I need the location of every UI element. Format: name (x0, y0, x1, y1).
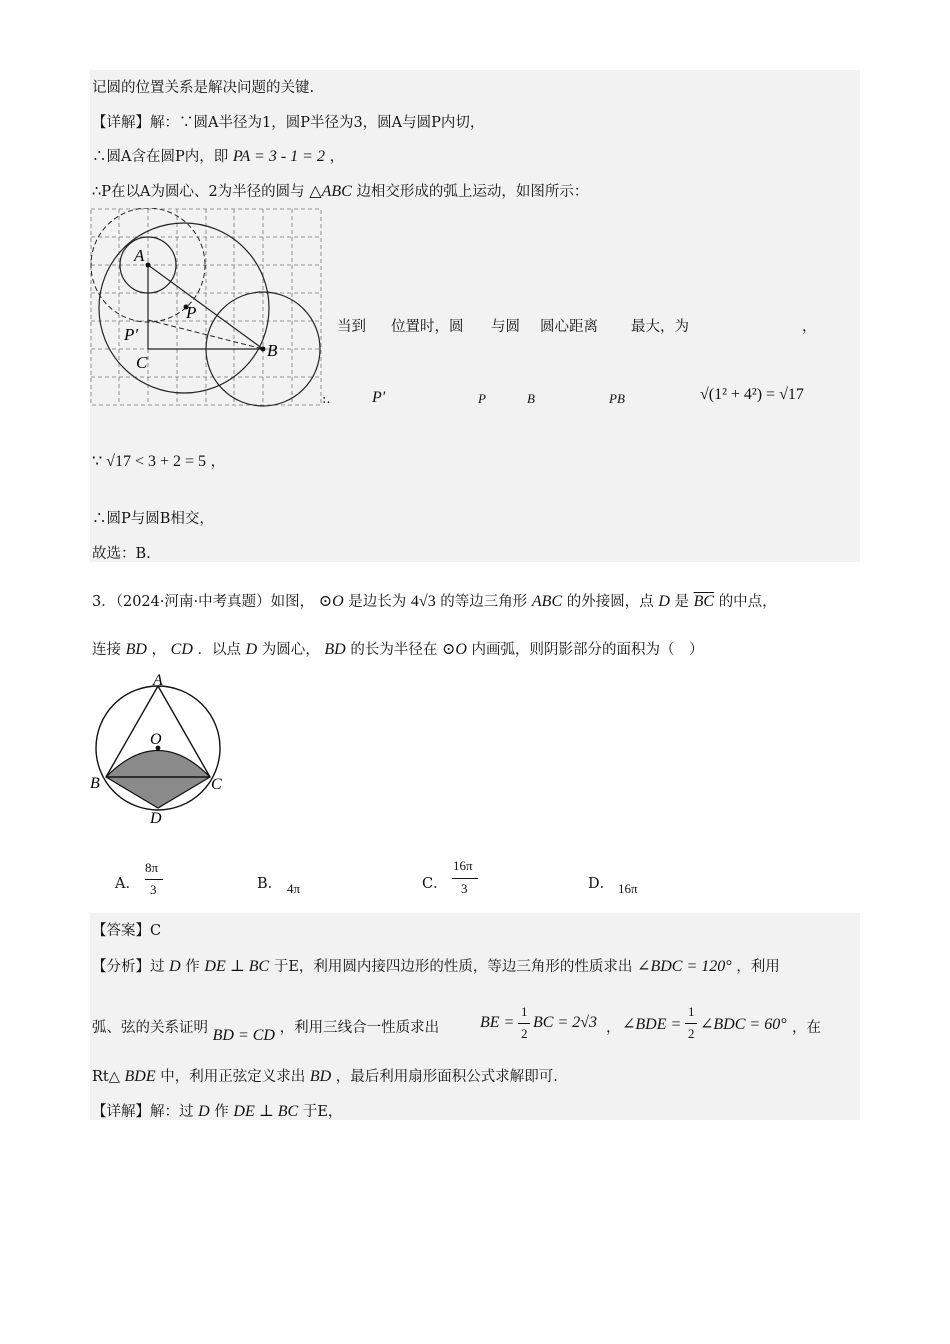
det-b: 作 (214, 1104, 229, 1120)
fig1-label-p-prime: P′ (124, 325, 139, 344)
side-math-distance: √(1² + 4²) = √17 (700, 386, 804, 403)
solution-line-3-b: 边相交形成的弧上运动，如图所示： (356, 184, 589, 200)
option-a-num: 8π (145, 860, 159, 875)
solution-line-5-math: ∵ √17 < 3 + 2 = 5 (92, 453, 207, 470)
an3-b: 中，利用正弦定义求出 (160, 1069, 306, 1085)
question3-line-2 (92, 638, 704, 659)
side-word-1: 当到 (337, 319, 366, 335)
q3-l1-arc: $\overline{BC}$ (693, 593, 715, 610)
fig2-label-a: A (153, 672, 163, 689)
an3-c: ，最后利用扇形面积公式求解即可. (335, 1069, 558, 1085)
option-c-num: 16π (453, 858, 473, 873)
q3-l1-b: 是边长为 (348, 594, 407, 610)
solution-line-1: 【详解】解：∵圆A半径为1，圆P半径为3，圆A与圆P内切， (92, 115, 485, 131)
q3-l2-cd: CD (170, 641, 193, 658)
solution-line-5-end: ， (210, 454, 226, 470)
an2-be-num: 1 (521, 1004, 528, 1019)
q3-l2-f: 内画弧，则阴影部分的面积为（ ） (471, 642, 704, 658)
option-b-value: 4π (287, 881, 301, 896)
q3-l1-c: 的等边三角形 (440, 594, 528, 610)
q3-l2-c: ．以点 (197, 642, 241, 658)
an2-ang-num: 1 (688, 1004, 695, 1019)
option-a-den: 3 (150, 882, 157, 897)
solution-line-7: 故选：B. (92, 546, 151, 562)
an2-ang-lhs: ∠BDE = (622, 1016, 682, 1033)
solution-line-3-a: ∴P在以A为圆心、2为半径的圆与 (92, 184, 305, 200)
an1-b: 作 (185, 959, 200, 975)
an1-d: ，利用 (736, 959, 780, 975)
fig1-label-p: P (186, 303, 197, 322)
solution-line-6: ∴圆P与圆B相交， (92, 511, 214, 527)
an3-bde: BDE (124, 1068, 156, 1085)
side-word-4: 圆心距离 (540, 319, 598, 335)
solution-line-3-math: △ABC (309, 183, 352, 200)
side-word-3: 与圆 (491, 319, 520, 335)
option-a-bar (145, 879, 163, 880)
detail-line (92, 1100, 342, 1121)
solution-line-5 (92, 450, 225, 471)
side-symbol-p-prime: P′ (372, 389, 386, 406)
an1-c: 于E，利用圆内接四边形的性质，等边三角形的性质求出 (273, 959, 633, 975)
an2-c: ， (606, 1020, 621, 1036)
an2-be-bar (518, 1023, 530, 1024)
q3-l2-d: 为圆心， (261, 642, 320, 658)
fig1-label-c: C (136, 353, 148, 372)
side-word-6: ， (802, 319, 817, 335)
an1-a: 【分析】过 (92, 959, 165, 975)
q3-l2-b: ， (151, 642, 167, 658)
side-symbol-pb: PB (609, 391, 625, 406)
fig1-label-a: A (134, 246, 145, 265)
an2-ang-bar (685, 1023, 697, 1024)
q3-l2-D: D (245, 641, 258, 658)
fig2-label-d: D (150, 810, 162, 827)
an1-D: D (169, 958, 181, 975)
q3-l1-d: 的外接圆，点 (566, 594, 654, 610)
q3-l1-D: D (658, 593, 670, 610)
q3-l2-e: 的长为半径在 (350, 642, 438, 658)
an1-perp: DE ⊥ BC (204, 958, 270, 975)
option-a-letter: A． (115, 876, 140, 892)
side-symbol-therefore: :. (322, 392, 331, 407)
an2-ang-rhs: ∠BDC = 60° (700, 1016, 787, 1033)
side-word-2: 位置时，圆 (391, 319, 464, 335)
an1-angle: ∠BDC = 120° (637, 958, 732, 975)
q3-l1-a: 3．（2024·河南·中考真题）如图， (92, 594, 315, 610)
an2-be-rhs: BC = 2√3 (533, 1014, 598, 1031)
q3-l1-f: 的中点， (718, 594, 777, 610)
fig1-label-b: B (267, 341, 278, 360)
option-d-letter: D． (588, 876, 615, 892)
question3-line-1 (92, 590, 777, 611)
det-D: D (198, 1103, 210, 1120)
q3-l1-e: 是 (674, 594, 690, 610)
analysis-line-2 (92, 1016, 440, 1044)
q3-l1-circle: ⊙O (318, 593, 344, 610)
q3-l1-len: 4√3 (410, 593, 436, 610)
fig2-label-b: B (90, 775, 100, 792)
an2-be-lhs: BE = (480, 1014, 515, 1031)
an3-bd: BD (309, 1068, 332, 1085)
side-symbol-p: P (478, 391, 486, 406)
solution-line-2-text: ∴圆A含在圆P内，即 (92, 149, 229, 165)
q3-l1-tri: ABC (531, 593, 563, 610)
analysis-line-1 (92, 955, 780, 976)
an2-eq: BD = CD (212, 1027, 275, 1044)
option-c-bar (452, 878, 478, 879)
solution-line-2-math: PA = 3 - 1 = 2 (232, 148, 325, 165)
side-symbol-b: B (527, 391, 535, 406)
solution-line-2-end: ， (329, 149, 345, 165)
an2-b: ，利用三线合一性质求出 (279, 1020, 440, 1036)
solution-line-3 (92, 180, 588, 201)
fig2-label-c: C (211, 776, 222, 793)
fig2-label-o: O (150, 731, 162, 748)
an3-a: Rt△ (92, 1069, 120, 1085)
answer-line: 【答案】C (92, 923, 162, 939)
option-b-letter: B． (257, 876, 283, 892)
q3-l2-circle: ⊙O (441, 641, 467, 658)
figure-circles-grid (90, 208, 324, 408)
option-c-den: 3 (461, 881, 468, 896)
figure-triangle-circle (88, 670, 232, 828)
solution-line-2 (92, 145, 344, 166)
side-word-5: 最大，为 (631, 319, 689, 335)
q3-l2-bd2: BD (324, 641, 346, 658)
an2-ang-den: 2 (688, 1026, 695, 1041)
option-c-letter: C． (422, 876, 448, 892)
an2-be-den: 2 (521, 1026, 528, 1041)
an2-d: ，在 (792, 1020, 821, 1036)
analysis-line-3 (92, 1065, 558, 1086)
solution-intro: 记圆的位置关系是解决问题的关键. (92, 80, 315, 96)
det-c: 于E， (302, 1104, 343, 1120)
det-perp: DE ⊥ BC (233, 1103, 299, 1120)
q3-l2-a: 连接 (92, 642, 121, 658)
det-a: 【详解】解：过 (92, 1104, 194, 1120)
q3-l2-bd: BD (125, 641, 147, 658)
an2-a: 弧、弦的关系证明 (92, 1020, 208, 1036)
option-d-value: 16π (618, 881, 638, 896)
